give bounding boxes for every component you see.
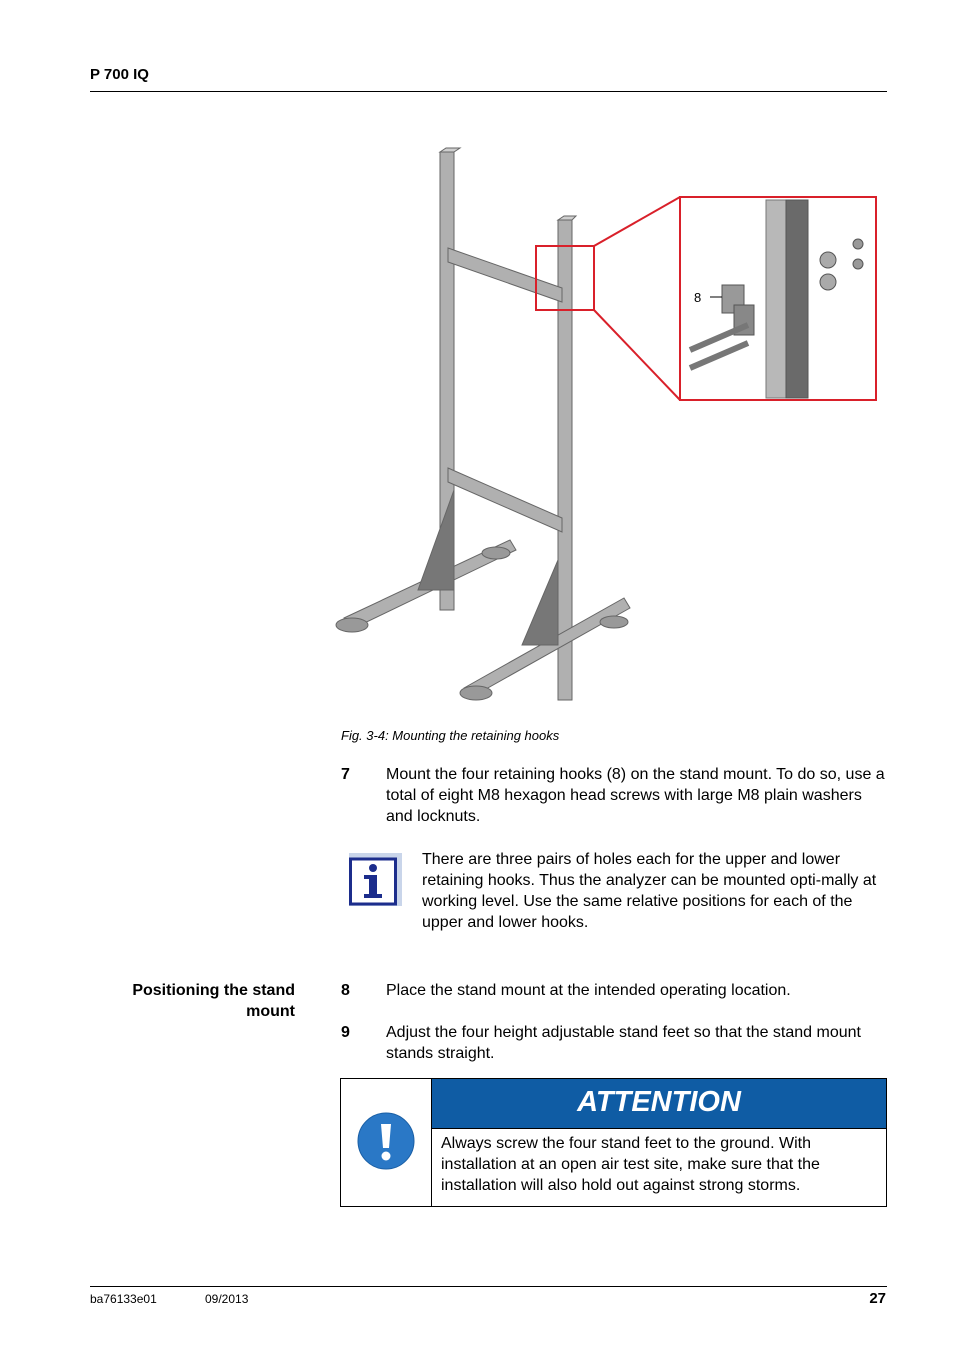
figure-caption: Fig. 3-4: Mounting the retaining hooks xyxy=(341,728,560,743)
stand-mount-figure xyxy=(330,140,890,715)
attention-box xyxy=(340,1078,887,1207)
attention-icon-cell xyxy=(341,1079,432,1206)
footer-rule xyxy=(90,1286,887,1287)
step-text: Mount the four retaining hooks (8) on the stand mount. To do so, use a total of eight M8 hexagon head screws with large M8 plain washers and locknuts. xyxy=(386,766,885,825)
step-number: 9 xyxy=(341,1024,350,1041)
footer-doc-id: ba76133e01 xyxy=(90,1292,157,1306)
step-number: 7 xyxy=(341,766,350,783)
step-text: Place the stand mount at the intended operating location. xyxy=(386,982,791,999)
info-note-text: There are three pairs of holes each for the upper and lower retaining hooks. Thus the analyzer can be mounted opti-mally at working level. Use the same relative positions for each of the upper and lower hooks. xyxy=(422,851,877,931)
page-number: 27 xyxy=(869,1290,886,1307)
step-number: 8 xyxy=(341,982,350,999)
exclamation-icon xyxy=(357,1112,415,1170)
stand-frame-drawing xyxy=(336,148,630,700)
page-header-title: P 700 IQ xyxy=(90,66,149,83)
callout-label-8: 8 xyxy=(694,290,702,305)
footer-date: 09/2013 xyxy=(205,1292,249,1306)
section-heading: Positioning the stand mount xyxy=(132,982,295,1020)
attention-heading-bar xyxy=(432,1079,886,1129)
info-icon xyxy=(349,853,402,906)
detail-inset xyxy=(680,197,876,400)
attention-text: Always screw the four stand feet to the ground. With installation at an open air test site, make sure that the installation will also hold out against strong storms. xyxy=(441,1135,820,1194)
attention-heading: ATTENTION xyxy=(577,1086,741,1118)
header-rule xyxy=(90,91,887,92)
step-text: Adjust the four height adjustable stand feet so that the stand mount stands straight. xyxy=(386,1024,861,1062)
